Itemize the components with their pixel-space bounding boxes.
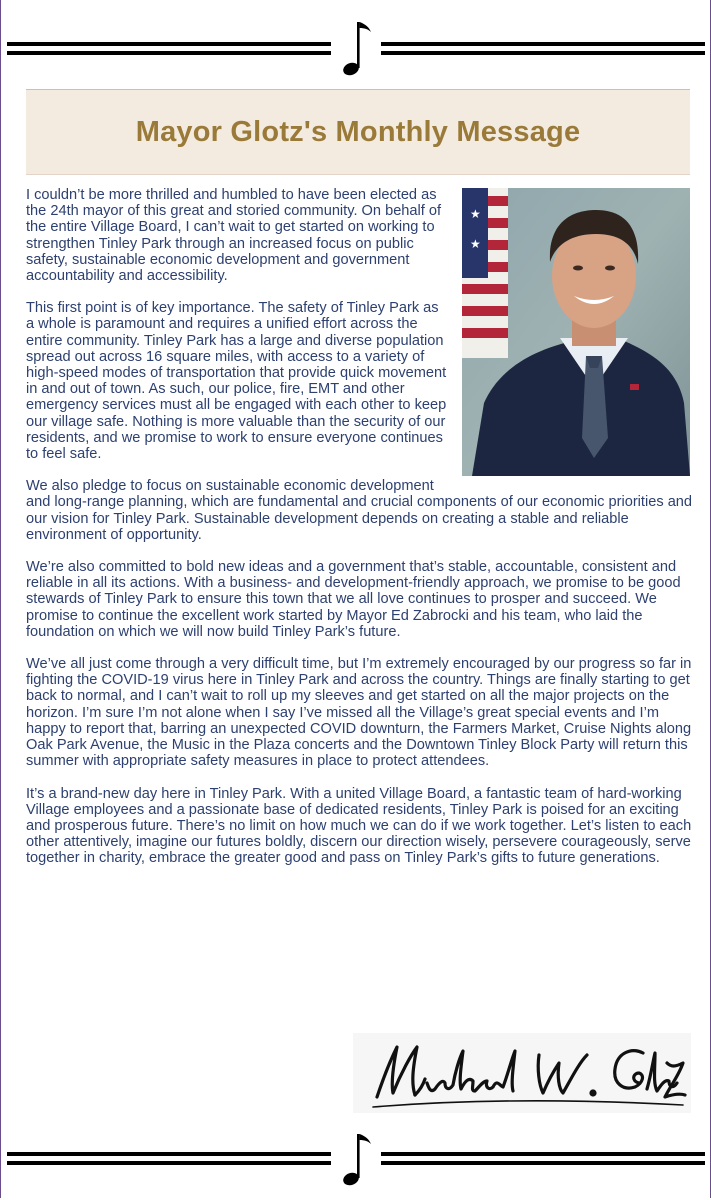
- message-body: [26, 187, 694, 883]
- music-note-divider-bottom: [7, 1130, 705, 1190]
- paragraph-4: We’re also committed to bold new ideas and a government that’s stable, accountable, consistent and reliable in all its actions. With a business- and development-friendly approach, we promise to be good stewards of Tinley Park to ensure this town that we all love continues to prosper and succeed. We promise to continue the excellent work started by Mayor Ed Zabrocki and his team, who laid the foundation on which we will now build Tinley Park’s future.: [26, 559, 681, 640]
- music-note-icon: [341, 22, 371, 77]
- paragraph-2: This first point is of key importance. The safety of Tinley Park as a whole is paramount and requires a unified effort across the entire community. Tinley Park has a large and diverse population spread out across 16 square miles, with access to a variety of high-speed modes of transportation that provide quick movement in and out of town. As such, our police, fire, EMT and other emergency services must all be engaged with each other to keep our village safe. Nothing is more valuable than the security of our residents, and we promise to work to ensure everyone continues to feel safe.: [26, 300, 447, 463]
- paragraph-5: We’ve all just come through a very difficult time, but I’m extremely encouraged by our progress so far in fighting the COVID-19 virus here in Tinley Park and across the country. Things are finally starting to get back to normal, and I can’t wait to roll up my sleeves and get started on all the major projects on the horizon. I’m sure I’m not alone when I say I’ve missed all the Village’s great special events and I’m happy to report that, barring an unexpected COVID downturn, the Farmers Market, Cruise Nights along Oak Park Avenue, the Music in the Plaza concerts and the Downtown Tinley Block Party will return this summer with appropriate safety measures in place to protect attendees.: [26, 656, 692, 770]
- title-banner: [26, 89, 690, 175]
- svg-text:★: ★: [470, 237, 481, 251]
- page-title: Mayor Glotz's Monthly Message: [135, 115, 581, 148]
- paragraph-6: It’s a brand-new day here in Tinley Park. With a united Village Board, a fantastic team of hard-working Village employees and a passionate base of dedicated residents, Tinley Park is poised for an exciting and prosperous future. There’s no limit on how much we can do if we work together. Let’s listen to each other attentively, imagine our futures boldly, discern our direction wisely, persevere courageously, serve together in charity, embrace the greater good and pass on Tinley Park’s gifts to future generations.: [26, 785, 692, 867]
- handwritten-signature: [353, 1033, 691, 1113]
- american-flag: [462, 188, 508, 358]
- music-note-divider-top: [7, 18, 705, 78]
- svg-text:★: ★: [470, 207, 481, 221]
- paragraph-1: I couldn’t be more thrilled and humbled to have been elected as the 24th mayor of this great and storied community. On behalf of the entire Village Board, I can’t wait to get started on working to strengthen Tinley Park through an increased focus on public safety, sustainable economic development and government accountability and accessibility.: [26, 187, 442, 285]
- paragraph-3: We also pledge to focus on sustainable economic development and long-range planning, which are fundamental and crucial components of our economic priorities and our vision for Tinley Park. Sustainable development depends on creating a stable and reliable environment of opportunity.: [26, 478, 693, 543]
- music-note-icon: [341, 1134, 371, 1187]
- mayor-portrait-photo: [462, 188, 690, 476]
